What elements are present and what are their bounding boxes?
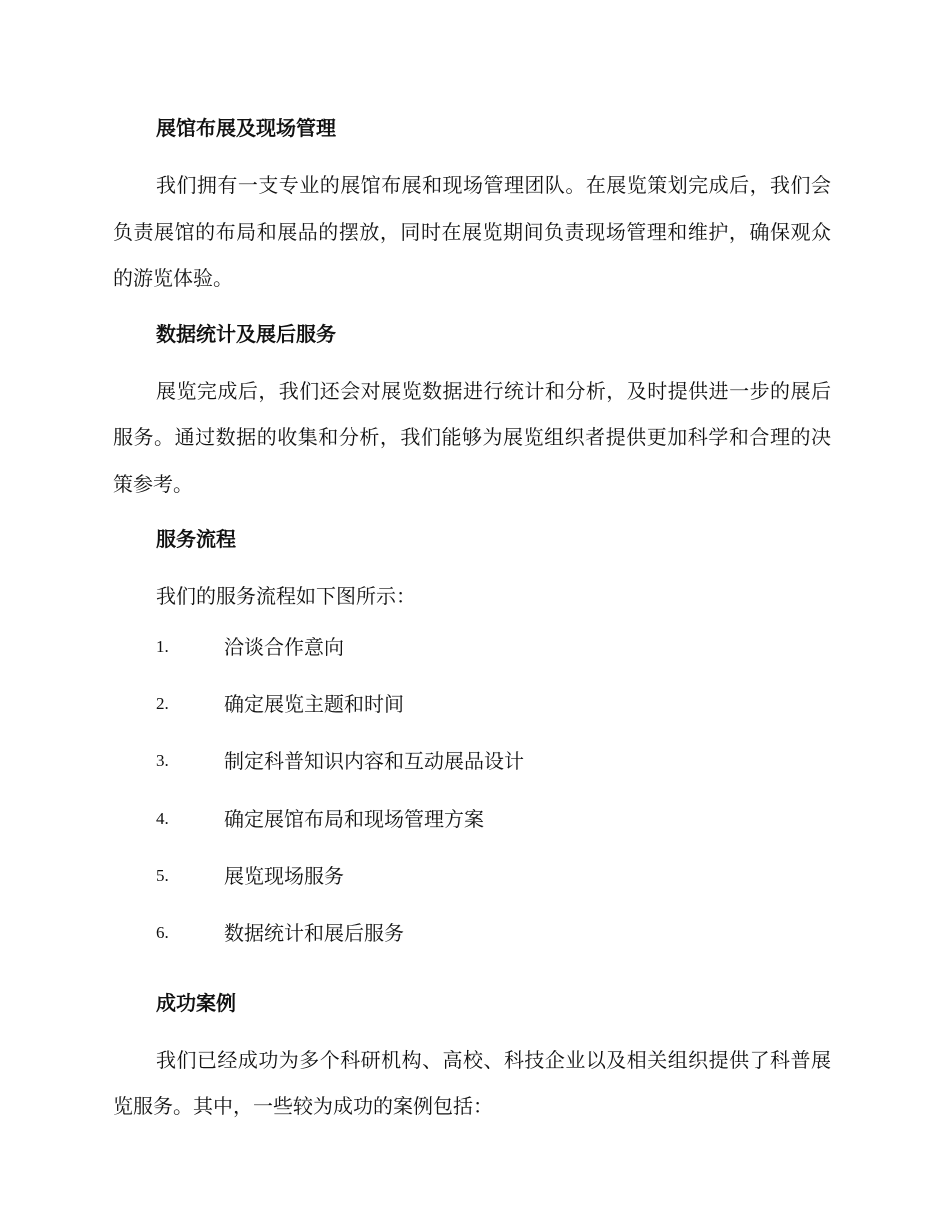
list-item-text: 数据统计和展后服务 [224,921,404,946]
section-paragraph-success-cases: 我们已经成功为多个科研机构、高校、科技企业以及相关组织提供了科普展览服务。其中，一些较为成功的案例包括： [113,1047,831,1119]
list-item-number: 4. [156,808,169,828]
section-paragraph-service-process: 我们的服务流程如下图所示： [156,584,416,608]
list-item-text: 确定展览主题和时间 [224,691,404,716]
list-item [113,801,831,858]
process-step-list [113,629,831,973]
list-item [113,743,831,800]
section-paragraph-data-statistics: 展览完成后，我们还会对展览数据进行统计和分析，及时提供进一步的展后服务。通过数据的收集和分析，我们能够为展览组织者提供更加科学和合理的决策参考。 [113,378,831,496]
list-item-text: 确定展馆布局和现场管理方案 [224,806,484,831]
list-item-number: 5. [156,866,169,886]
list-item [113,915,831,972]
list-item [113,686,831,743]
list-item-number: 3. [156,751,169,771]
list-item-text: 洽谈合作意向 [224,634,344,659]
section-heading-data-statistics: 数据统计及展后服务 [156,321,336,346]
list-item-number: 6. [156,923,169,943]
document-page [113,110,831,1144]
section-heading-service-process: 服务流程 [156,527,236,551]
list-item-text: 制定科普知识内容和互动展品设计 [224,749,524,774]
list-item-number: 1. [156,636,169,656]
list-item-text: 展览现场服务 [224,864,344,889]
section-heading-exhibition-management: 展馆布展及现场管理 [156,116,336,140]
list-item-number: 2. [156,693,169,713]
list-item [113,629,831,686]
section-heading-success-cases: 成功案例 [156,990,236,1015]
list-item [113,858,831,915]
section-paragraph-exhibition-management: 我们拥有一支专业的展馆布展和现场管理团队。在展览策划完成后，我们会负责展馆的布局和展品的摆放，同时在展览期间负责现场管理和维护，确保观众的游览体验。 [113,173,831,290]
